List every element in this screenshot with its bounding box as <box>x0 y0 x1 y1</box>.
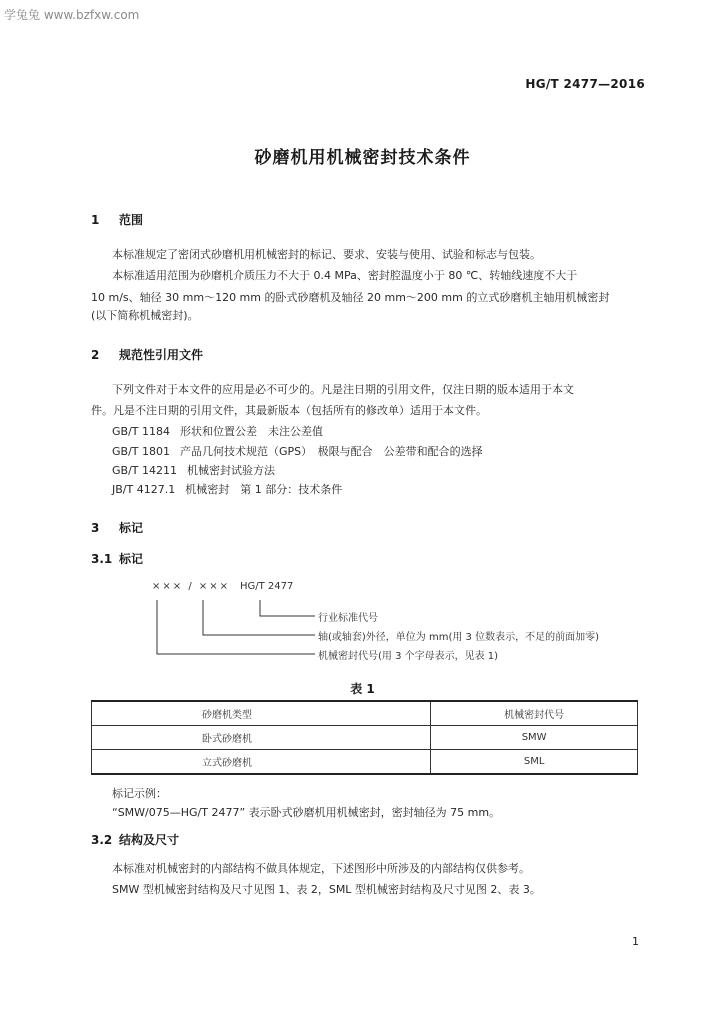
table-header-cell: 机械密封代号 <box>431 701 638 726</box>
section-title: 标记 <box>119 552 144 566</box>
table-1 <box>91 700 638 775</box>
subsection-3-1-heading <box>91 550 143 567</box>
table-row <box>92 726 638 750</box>
table-cell: SML <box>431 750 638 775</box>
section-number: 3.2 <box>91 833 113 847</box>
section-number: 1 <box>91 213 100 227</box>
table-header-row <box>92 701 638 726</box>
reference-code: GB/T 1801 <box>112 445 170 458</box>
leader-line-code <box>157 600 315 654</box>
marking-leader-lines <box>150 588 320 658</box>
example-text: “SMW/075—HG/T 2477” 表示卧式砂磨机用机械密封，密封轴径为 75 mm。 <box>112 806 501 819</box>
section-title: 结构及尺寸 <box>119 833 180 847</box>
watermark: 学兔兔 www.bzfxw.com <box>4 8 140 22</box>
section-title: 范围 <box>119 213 144 227</box>
table-header-cell: 砂磨机类型 <box>92 701 431 726</box>
document-title: 砂磨机用机械密封技术条件 <box>254 148 471 168</box>
section-number: 2 <box>91 348 100 362</box>
section-number: 3.1 <box>91 552 113 566</box>
section-title: 标记 <box>119 521 144 535</box>
leader-line-shaft <box>203 600 315 635</box>
reference-code: JB/T 4127.1 <box>112 483 176 496</box>
paragraph: (以下简称机械密封)。 <box>91 309 199 322</box>
paragraph: 10 m/s、轴径 30 mm～120 mm 的卧式砂磨机及轴径 20 mm～200 mm 的立式砂磨机主轴用机械密封 <box>91 291 610 304</box>
paragraph: 本标准规定了密闭式砂磨机用机械密封的标记、要求、安装与使用、试验和标志与包装。 <box>112 248 541 261</box>
section-3-heading <box>91 519 143 536</box>
paragraph: 本标准适用范围为砂磨机介质压力不大于 0.4 MPa、密封腔温度小于 80 ℃、转轴线速度不大于 <box>112 269 578 282</box>
leader-line-standard <box>260 600 315 616</box>
section-1-heading <box>91 211 143 228</box>
pattern-separator: / <box>188 581 194 592</box>
label-shaft-diameter: 轴(或轴套)外径，单位为 mm(用 3 位数表示，不足的前面加零) <box>318 632 599 643</box>
example-label: 标记示例： <box>112 787 167 800</box>
paragraph: 件。凡是不注日期的引用文件，其最新版本（包括所有的修改单）适用于本文件。 <box>91 404 487 417</box>
reference-code: GB/T 1184 <box>112 425 170 438</box>
section-number: 3 <box>91 521 100 535</box>
pattern-code-placeholder: ××× <box>152 581 184 592</box>
pattern-standard-code: HG/T 2477 <box>240 581 294 592</box>
reference-title: 产品几何技术规范（GPS） 极限与配合 公差带和配合的选择 <box>180 445 483 458</box>
paragraph: SMW 型机械密封结构及尺寸见图 1、表 2，SML 型机械密封结构及尺寸见图 2、表 3。 <box>112 883 541 896</box>
standard-code: HG/T 2477—2016 <box>525 77 645 91</box>
reference-title: 形状和位置公差 未注公差值 <box>180 425 323 438</box>
subsection-3-2-heading <box>91 831 179 848</box>
table-cell: 立式砂磨机 <box>92 750 431 775</box>
reference-item <box>112 481 342 497</box>
label-seal-code: 机械密封代号(用 3 个字母表示，见表 1) <box>318 651 499 662</box>
section-2-heading <box>91 346 203 363</box>
page-number: 1 <box>632 935 639 948</box>
paragraph: 本标准对机械密封的内部结构不做具体规定，下述图形中所涉及的内部结构仅供参考。 <box>112 862 530 875</box>
table-cell: SMW <box>431 726 638 750</box>
section-title: 规范性引用文件 <box>119 348 204 362</box>
pattern-shaft-placeholder: ××× <box>198 581 231 592</box>
reference-code: GB/T 14211 <box>112 464 177 477</box>
reference-title: 机械密封 第 1 部分：技术条件 <box>185 483 343 496</box>
label-standard-code: 行业标准代号 <box>318 613 378 624</box>
reference-item <box>112 462 275 478</box>
table-caption: 表 1 <box>350 682 375 696</box>
table-cell: 卧式砂磨机 <box>92 726 431 750</box>
table-row <box>92 750 638 775</box>
reference-item <box>112 423 323 439</box>
reference-item <box>112 443 483 459</box>
reference-title: 机械密封试验方法 <box>187 464 275 477</box>
paragraph: 下列文件对于本文件的应用是必不可少的。凡是注日期的引用文件，仅注日期的版本适用于本文 <box>112 383 574 396</box>
